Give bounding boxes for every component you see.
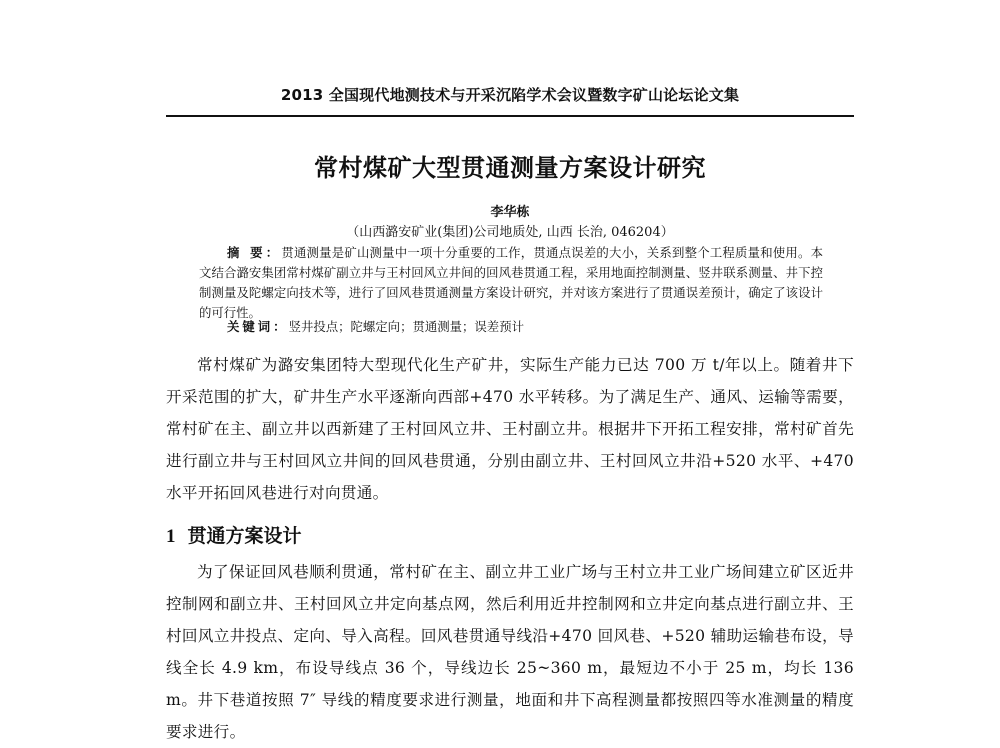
keywords-text: 竖井投点；陀螺定向；贯通测量；误差预计 (288, 319, 524, 334)
section-paragraph: 为了保证回风巷顺利贯通，常村矿在主、副立井工业广场与王村立井工业广场间建立矿区近井控制网和副立井、王村回风立井定向基点网，然后利用近井控制网和立井定向基点进行副立井、王村回风立井投点、定向、导入高程。回风巷贯通导线沿+470 回风巷、+520 辅助运输巷布设，导线全长 4.9 km，布设导线点 36 个，导线边长 25~360 m，最短边不小于 25 m，均长 136 m。井下巷道按照 7″ 导线的精度要求进行测量，地面和井下高程测量都按照四等水准测量的精度要求进行。 (166, 563, 854, 741)
keywords (227, 318, 823, 336)
intro-paragraph: 常村煤矿为潞安集团特大型现代化生产矿井，实际生产能力已达 700 万 t/年以上。随着井下开采范围的扩大，矿井生产水平逐渐向西部+470 水平转移。为了满足生产、通风、运输等需要，常村矿在主、副立井以西新建了王村回风立井、王村副立井。根据井下开拓工程安排，常村矿首先进行副立井与王村回风立井间的回风巷贯通，分别由副立井、王村回风立井沿+520 水平、+470 水平开拓回风巷进行对向贯通。 (166, 356, 854, 502)
abstract (199, 243, 823, 323)
abstract-label: 摘 要： (227, 245, 282, 260)
section-heading (166, 521, 302, 552)
affiliation: （山西潞安矿业(集团)公司地质处, 山西 长治, 046204） (346, 225, 674, 240)
running-header: 2013 全国现代地测技术与开采沉陷学术会议暨数字矿山论坛论文集 (280, 86, 740, 104)
section-title: 贯通方案设计 (187, 525, 302, 547)
header-rule (166, 115, 854, 117)
paper-title: 常村煤矿大型贯通测量方案设计研究 (314, 154, 706, 182)
author: 李华栋 (490, 205, 530, 220)
keywords-label: 关键词： (227, 319, 289, 334)
section-number: 1 (166, 526, 176, 547)
abstract-text: 贯通测量是矿山测量中一项十分重要的工作，贯通点误差的大小，关系到整个工程质量和使用。本文结合潞安集团常村煤矿副立井与王村回风立井间的回风巷贯通工程，采用地面控制测量、竖井联系测量、井下控制测量及陀螺定向技术等，进行了回风巷贯通测量方案设计研究，并对该方案进行了贯通误差预计，确定了该设计的可行性。 (199, 245, 823, 320)
